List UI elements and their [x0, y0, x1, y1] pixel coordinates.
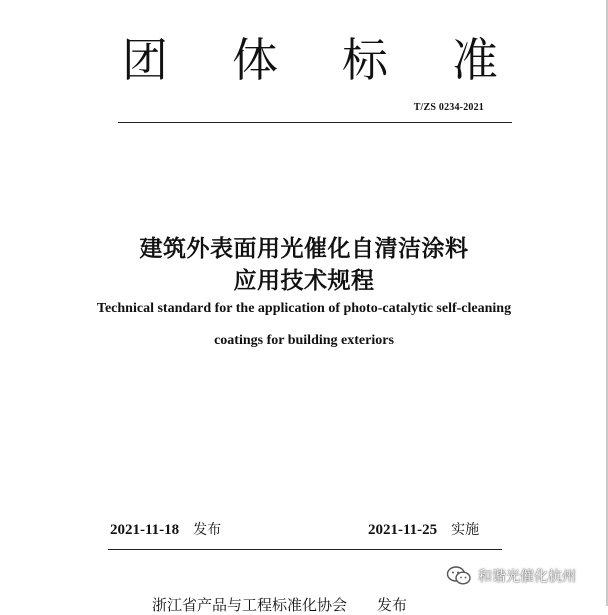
- publish-label: 发布: [193, 522, 222, 538]
- publish-date-block: [110, 519, 221, 539]
- top-divider: [118, 122, 512, 123]
- wechat-icon: [446, 565, 472, 587]
- heading-char-2: 体: [232, 33, 278, 87]
- implement-date-block: [368, 519, 479, 539]
- watermark: [446, 565, 576, 587]
- watermark-text: 和谐光催化杭州: [478, 569, 576, 585]
- heading-char-4: 准: [452, 33, 498, 87]
- publisher-name: 浙江省产品与工程标准化协会: [152, 596, 348, 614]
- standard-code: T/ZS 0234-2021: [413, 102, 484, 113]
- publisher-line: [152, 594, 407, 615]
- publish-date: 2021-11-18: [110, 522, 180, 538]
- implement-label: 实施: [451, 522, 480, 538]
- bottom-divider: [108, 549, 502, 550]
- title-en-line-2: coatings for building exteriors: [214, 333, 394, 348]
- title-cn-line-2: 应用技术规程: [233, 268, 375, 294]
- document-type-heading: [122, 30, 498, 90]
- title-cn-line-1: 建筑外表面用光催化自清洁涂料: [139, 236, 469, 262]
- heading-char-3: 标: [342, 33, 388, 87]
- implement-date: 2021-11-25: [368, 522, 438, 538]
- title-en-line-1: Technical standard for the application of photo-catalytic self-cleaning: [96, 301, 512, 316]
- publisher-action: 发布: [377, 596, 408, 614]
- heading-char-1: 团: [122, 33, 168, 87]
